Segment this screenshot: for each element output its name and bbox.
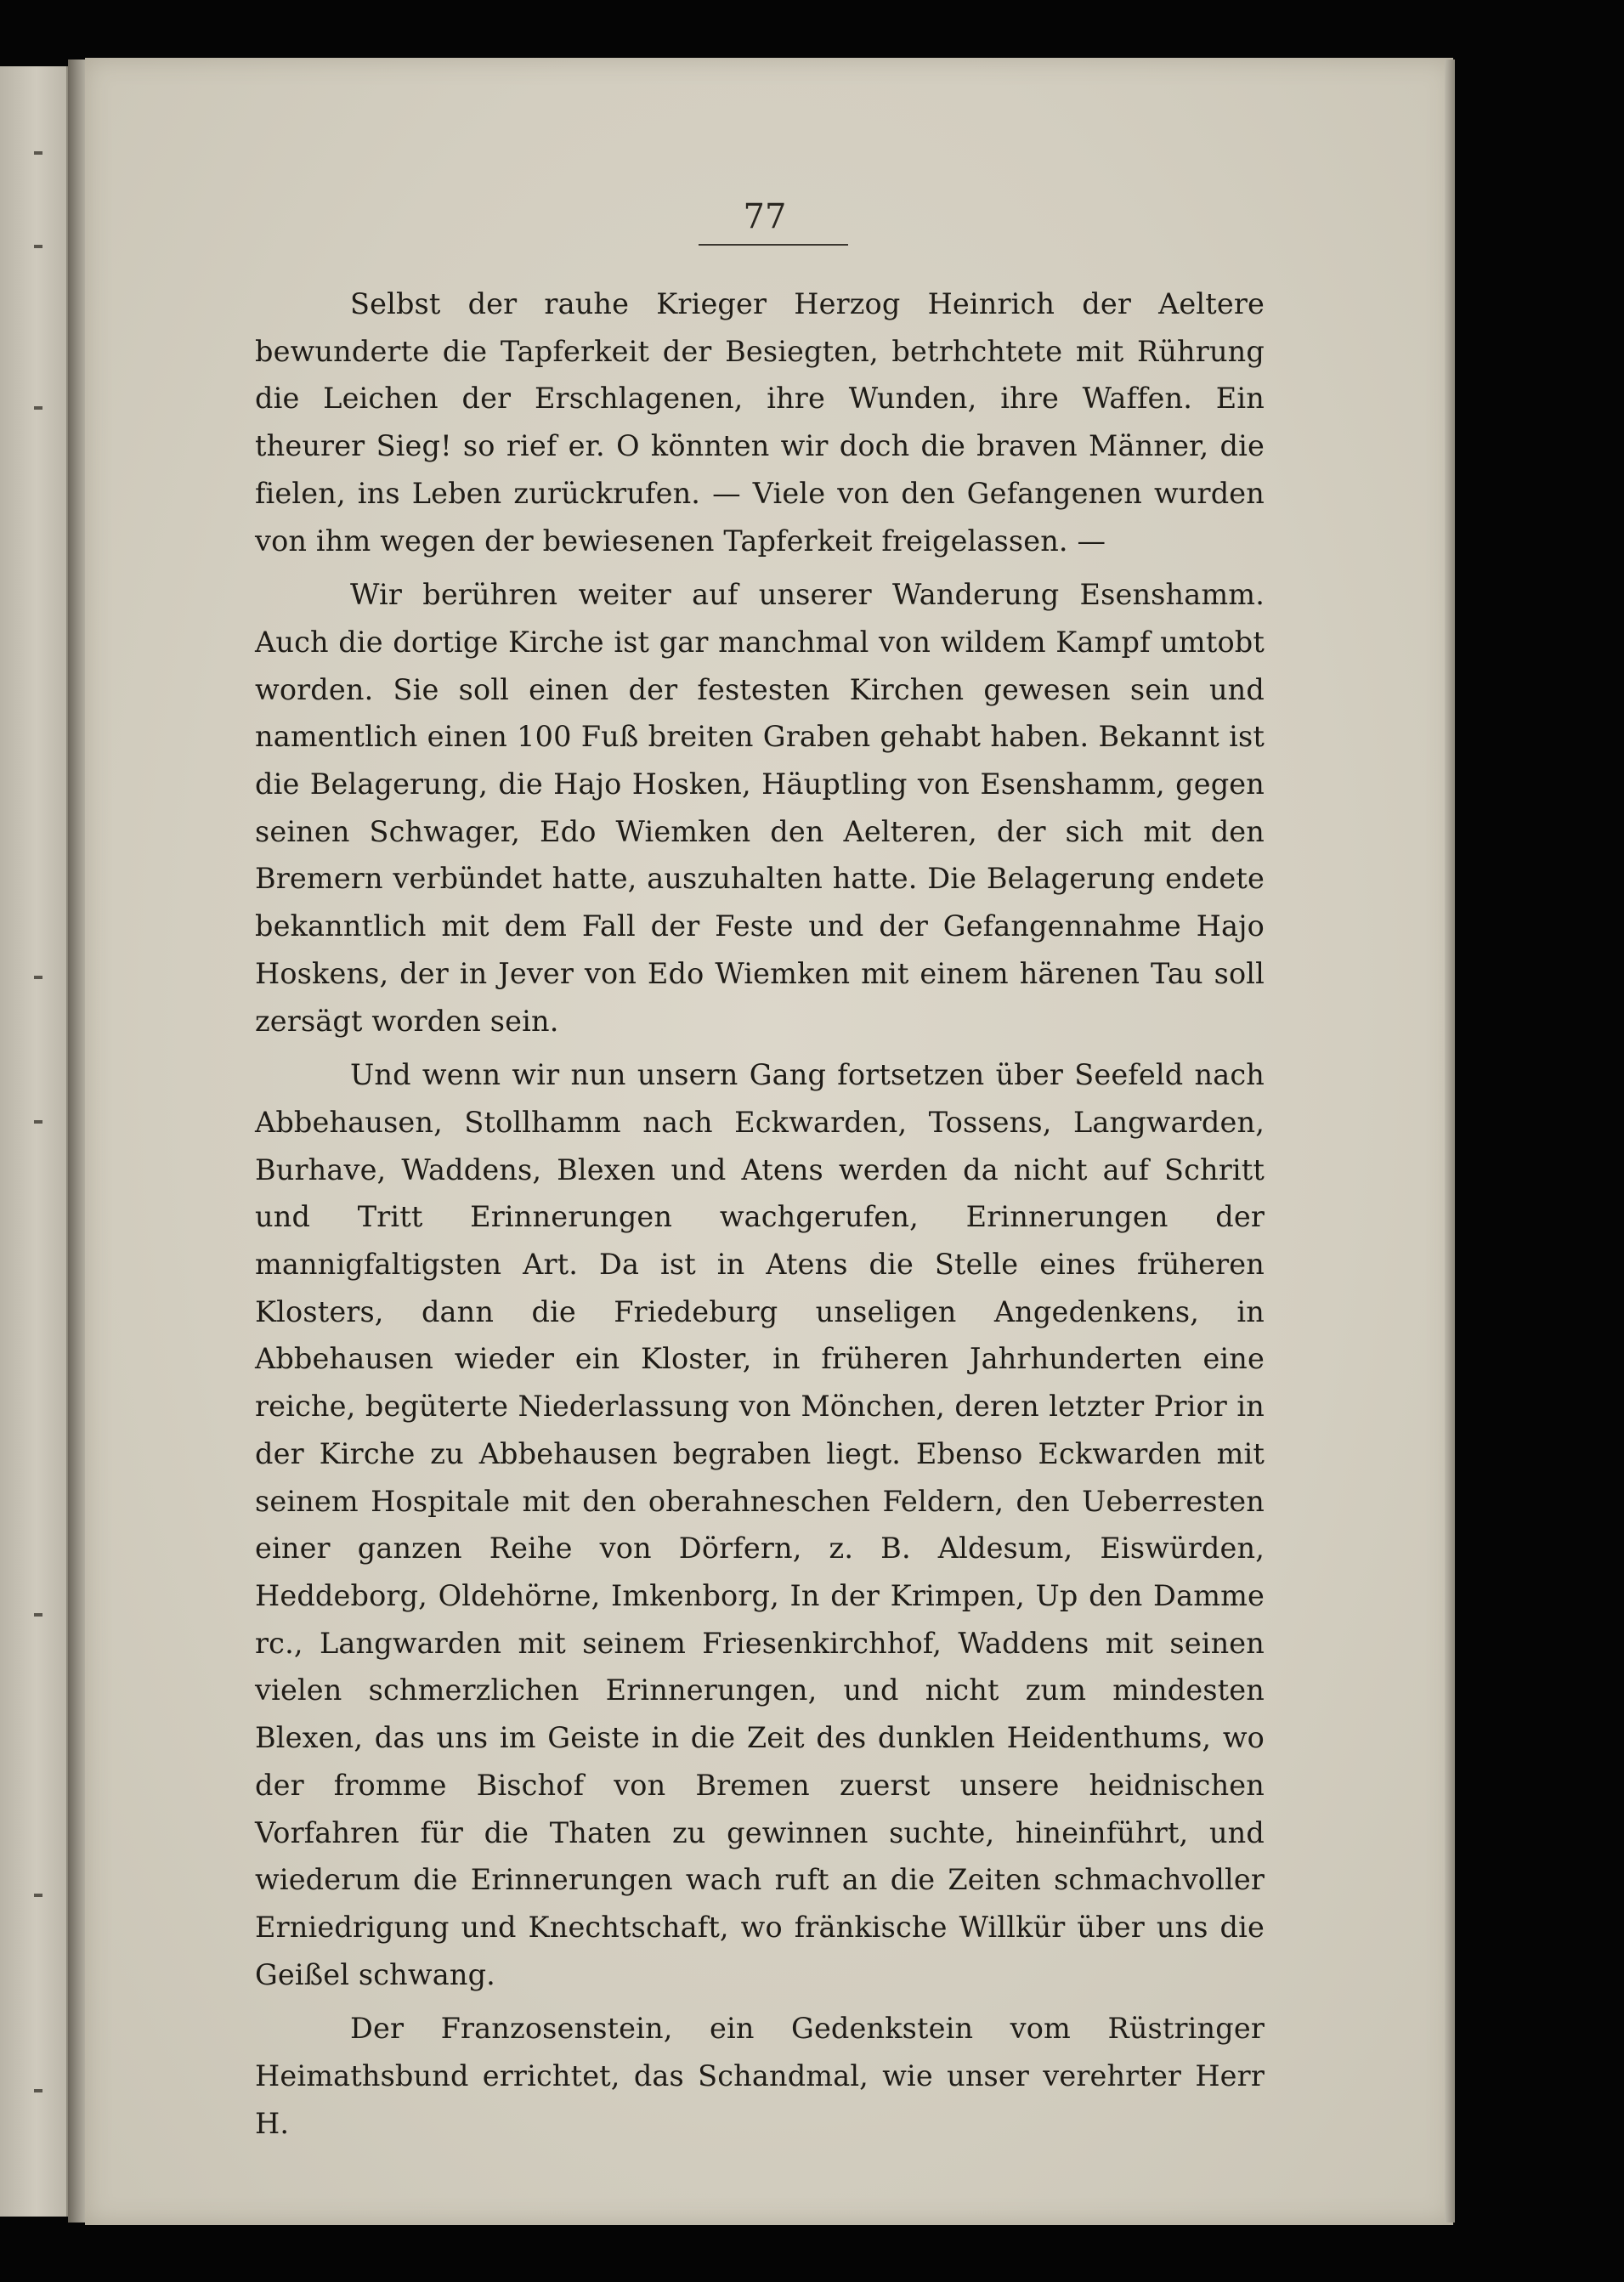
binding-mark xyxy=(34,1613,42,1617)
binding-mark xyxy=(34,151,42,155)
paragraph-2: Wir berühren weiter auf unserer Wanderung Esenshamm. Auch die dortige Kirche ist gar manchmal von wildem Kampf umtobt worden. Sie soll einen der festesten Kirchen gewesen sein und namentlich einen 100 Fuß breiten Graben gehabt haben. Bekannt ist die Belagerung, die Hajo Hosken, Häuptling von Esenshamm, gegen seinen Schwager, Edo Wiemken den Aelteren, der sich mit den Bremern verbündet hatte, auszuhalten hatte. Die Belagerung endete bekanntlich mit dem Fall der Feste und der Gefangennahme Hajo Hoskens, der in Jever von Edo Wiemken mit einem härenen Tau soll zersägt worden sein. xyxy=(255,578,1265,1038)
previous-page-edge xyxy=(0,66,68,2217)
page-right-edge xyxy=(1445,59,1455,2223)
header-rule xyxy=(699,244,848,246)
binding-mark xyxy=(34,1894,42,1897)
binding-mark xyxy=(34,976,42,979)
paragraph-1: Selbst der rauhe Krieger Herzog Heinrich der Aeltere bewunderte die Tapferkeit der Besiegten, betrhchtete mit Rührung die Leichen der Erschlagenen, ihre Wunden, ihre Waffen. Ein theurer Sieg! so rief er. O könnten wir doch die braven Männer, die fielen, ins Leben zurückrufen. — Viele von den Gefangenen wurden von ihm wegen der bewiesenen Tapferkeit freigelassen. — xyxy=(255,287,1265,558)
book-gutter xyxy=(68,59,87,2223)
body-text xyxy=(255,280,1265,2154)
binding-mark xyxy=(34,245,42,248)
binding-mark xyxy=(34,406,42,410)
binding-mark xyxy=(34,1120,42,1124)
page-number: 77 xyxy=(743,197,787,236)
paragraph-3: Und wenn wir nun unsern Gang fortsetzen über Seefeld nach Abbehausen, Stollhamm nach Eckwarden, Tossens, Langwarden, Burhave, Waddens, Blexen und Atens werden da nicht auf Schritt und Tritt Erinnerungen wachgerufen, Erinnerungen der mannigfaltigsten Art. Da ist in Atens die Stelle eines früheren Klosters, dann die Friedeburg unseligen Angedenkens, in Abbehausen wieder ein Kloster, in früheren Jahrhunderten eine reiche, begüterte Niederlassung von Mönchen, deren letzter Prior in der Kirche zu Abbehausen begraben liegt. Ebenso Eckwarden mit seinem Hospitale mit den oberahneschen Feldern, den Ueberresten einer ganzen Reihe von Dörfern, z. B. Aldesum, Eiswürden, Heddeborg, Oldehörne, Imkenborg, In der Krimpen, Up den Damme rc., Langwarden mit seinem Friesenkirchhof, Waddens mit seinen vielen schmerzlichen Erinnerungen, und nicht zum mindesten Blexen, das uns im Geiste in die Zeit des dunklen Heidenthums, wo der fromme Bischof von Bremen zuerst unsere heidnischen Vorfahren für die Thaten zu gewinnen suchte, hineinführt, und wiederum die Erinnerungen wach ruft an die Zeiten schmachvoller Erniedrigung und Knechtschaft, wo fränkische Willkür über uns die Geißel schwang. xyxy=(255,1058,1265,1991)
paragraph-4: Der Franzosenstein, ein Gedenkstein vom Rüstringer Heimathsbund errichtet, das Schandmal, wie unser verehrter Herr H. xyxy=(255,2012,1265,2140)
binding-mark xyxy=(34,2089,42,2092)
